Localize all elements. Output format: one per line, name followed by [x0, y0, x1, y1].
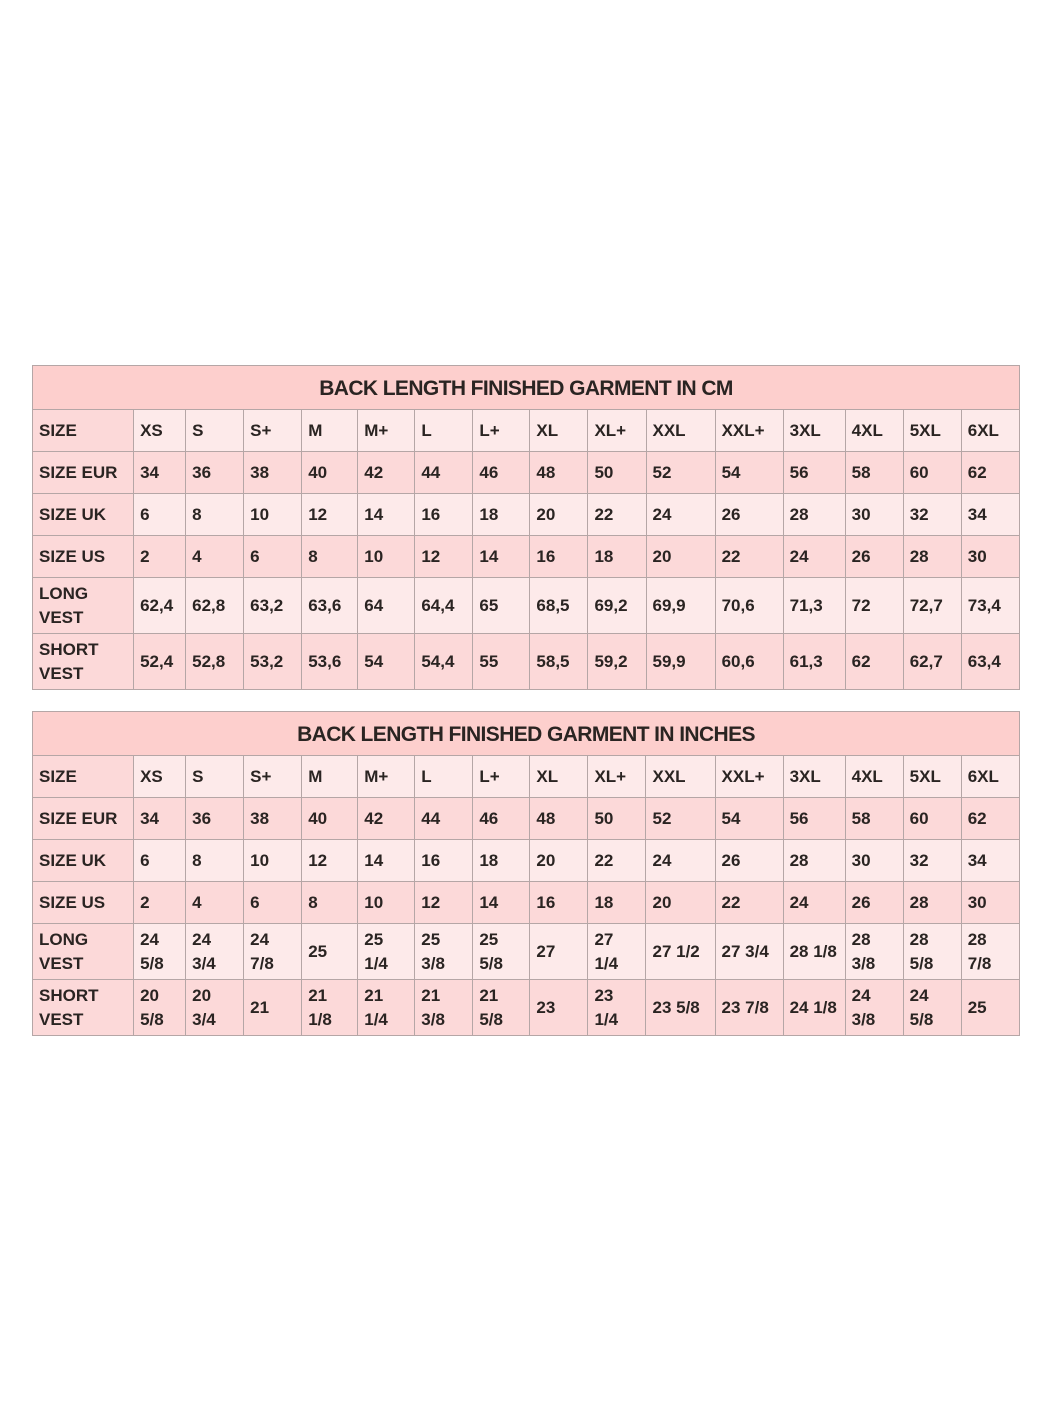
table-cell: 24 3/4	[186, 924, 244, 980]
table-cell: 20	[530, 840, 588, 882]
table-cell: 40	[302, 798, 358, 840]
table-row	[33, 798, 1020, 840]
table-cell: 4XL	[845, 410, 903, 452]
row-label: SIZE UK	[33, 494, 134, 536]
table-cell: 16	[415, 494, 473, 536]
table-cell: 40	[302, 452, 358, 494]
table-cell: 60	[903, 452, 961, 494]
table-cell: 26	[845, 536, 903, 578]
table-cell: 25 5/8	[473, 924, 530, 980]
table-cell: 4	[186, 536, 244, 578]
table-cell: M	[302, 756, 358, 798]
table-cell: M+	[358, 756, 415, 798]
table-cell: 23	[530, 980, 588, 1036]
table-cell: 71,3	[783, 578, 845, 634]
table-cell: 54,4	[415, 634, 473, 690]
table-cell: 44	[415, 798, 473, 840]
table-cell: 63,2	[244, 578, 302, 634]
table-cell: 6XL	[961, 410, 1019, 452]
table-cell: XL	[530, 756, 588, 798]
table-cell: 30	[961, 882, 1019, 924]
row-label: SHORT VEST	[33, 980, 134, 1036]
table-cell: S	[186, 410, 244, 452]
table-cell: 23 7/8	[715, 980, 783, 1036]
table-cell: 69,2	[588, 578, 646, 634]
table-row	[33, 452, 1020, 494]
row-label: SIZE EUR	[33, 798, 134, 840]
table-cell: 53,2	[244, 634, 302, 690]
row-label: SIZE UK	[33, 840, 134, 882]
table-cell: 53,6	[302, 634, 358, 690]
table-cell: 12	[302, 494, 358, 536]
table-row	[33, 980, 1020, 1036]
row-label: SHORT VEST	[33, 634, 134, 690]
table-cell: 6	[134, 840, 186, 882]
row-label: LONG VEST	[33, 924, 134, 980]
table-cell: 62,8	[186, 578, 244, 634]
table-cell: 70,6	[715, 578, 783, 634]
table-cell: 2	[134, 882, 186, 924]
table-cell: 69,9	[646, 578, 715, 634]
table-cell: M+	[358, 410, 415, 452]
table-cell: L+	[473, 756, 530, 798]
table-cell: 26	[845, 882, 903, 924]
table-cell: 46	[473, 452, 530, 494]
table-cell: 62	[845, 634, 903, 690]
table-cell: 2	[134, 536, 186, 578]
table-cell: XS	[134, 410, 186, 452]
table-cell: L+	[473, 410, 530, 452]
size-chart-cm	[32, 365, 1020, 690]
table-cell: 25 3/8	[415, 924, 473, 980]
table-cell: 24	[646, 840, 715, 882]
table-cell: 14	[358, 840, 415, 882]
table-row	[33, 494, 1020, 536]
table-cell: S+	[244, 756, 302, 798]
table-cell: 36	[186, 452, 244, 494]
table-cell: 36	[186, 798, 244, 840]
table-cell: 24 5/8	[903, 980, 961, 1036]
row-label: SIZE	[33, 756, 134, 798]
table-cell: 8	[302, 536, 358, 578]
table-cell: 44	[415, 452, 473, 494]
table-cell: S	[186, 756, 244, 798]
table-cell: 55	[473, 634, 530, 690]
table-row	[33, 634, 1020, 690]
table-cell: 63,4	[961, 634, 1019, 690]
table-title: BACK LENGTH FINISHED GARMENT IN INCHES	[33, 712, 1020, 756]
table-cell: 52,8	[186, 634, 244, 690]
table-cell: 26	[715, 840, 783, 882]
table-cell: 18	[473, 494, 530, 536]
table-cell: 34	[961, 494, 1019, 536]
table-cell: 63,6	[302, 578, 358, 634]
table-cell: 62,7	[903, 634, 961, 690]
table-cell: XXL+	[715, 410, 783, 452]
table-cell: 8	[302, 882, 358, 924]
table-cell: 30	[845, 494, 903, 536]
table-title-row	[33, 712, 1020, 756]
table-cell: 20	[646, 882, 715, 924]
table-cell: 38	[244, 798, 302, 840]
table-cell: 62	[961, 798, 1019, 840]
table-cell: 24	[783, 536, 845, 578]
table-cell: 28 7/8	[961, 924, 1019, 980]
table-cell: 52	[646, 798, 715, 840]
table-cell: 24	[783, 882, 845, 924]
table-cell: 6XL	[961, 756, 1019, 798]
table-cell: 28 5/8	[903, 924, 961, 980]
table-cell: 25	[302, 924, 358, 980]
table-cell: 28 3/8	[845, 924, 903, 980]
table-cell: 10	[244, 494, 302, 536]
table-cell: 22	[588, 494, 646, 536]
table-cell: 20 3/4	[186, 980, 244, 1036]
table-cell: 18	[473, 840, 530, 882]
table-cell: 60	[903, 798, 961, 840]
table-cell: 73,4	[961, 578, 1019, 634]
table-cell: 58,5	[530, 634, 588, 690]
table-cell: 58	[845, 798, 903, 840]
table-cell: 27 1/4	[588, 924, 646, 980]
table-cell: 30	[961, 536, 1019, 578]
table-cell: 28	[903, 536, 961, 578]
table-row	[33, 756, 1020, 798]
table-cell: 21 3/8	[415, 980, 473, 1036]
table-cell: 16	[530, 536, 588, 578]
table-cell: 5XL	[903, 410, 961, 452]
size-chart-cm-body	[33, 366, 1020, 690]
table-cell: 34	[134, 798, 186, 840]
table-cell: 56	[783, 452, 845, 494]
table-row	[33, 882, 1020, 924]
table-cell: 24 7/8	[244, 924, 302, 980]
table-cell: 18	[588, 882, 646, 924]
table-cell: S+	[244, 410, 302, 452]
table-cell: 28	[783, 840, 845, 882]
table-cell: 72	[845, 578, 903, 634]
table-cell: L	[415, 756, 473, 798]
table-cell: 20	[530, 494, 588, 536]
row-label: SIZE EUR	[33, 452, 134, 494]
table-cell: 24	[646, 494, 715, 536]
table-cell: 21 5/8	[473, 980, 530, 1036]
table-cell: 38	[244, 452, 302, 494]
table-cell: 4	[186, 882, 244, 924]
table-cell: 54	[358, 634, 415, 690]
table-cell: L	[415, 410, 473, 452]
table-cell: 34	[961, 840, 1019, 882]
table-cell: XXL	[646, 756, 715, 798]
table-cell: 54	[715, 452, 783, 494]
table-cell: 10	[244, 840, 302, 882]
table-cell: 21 1/4	[358, 980, 415, 1036]
table-cell: 8	[186, 840, 244, 882]
table-cell: 52,4	[134, 634, 186, 690]
table-cell: 32	[903, 840, 961, 882]
table-cell: XL+	[588, 756, 646, 798]
table-cell: 27 1/2	[646, 924, 715, 980]
table-cell: 12	[302, 840, 358, 882]
table-cell: 23 5/8	[646, 980, 715, 1036]
table-cell: 22	[715, 882, 783, 924]
table-cell: 50	[588, 798, 646, 840]
table-cell: 21	[244, 980, 302, 1036]
table-cell: 12	[415, 882, 473, 924]
size-chart-inches-body	[33, 712, 1020, 1036]
table-cell: 5XL	[903, 756, 961, 798]
table-cell: 28 1/8	[783, 924, 845, 980]
table-cell: 21 1/8	[302, 980, 358, 1036]
table-cell: 46	[473, 798, 530, 840]
table-cell: 28	[783, 494, 845, 536]
table-cell: 64,4	[415, 578, 473, 634]
table-row	[33, 840, 1020, 882]
table-cell: 16	[530, 882, 588, 924]
table-cell: 14	[473, 882, 530, 924]
table-cell: 59,9	[646, 634, 715, 690]
row-label: LONG VEST	[33, 578, 134, 634]
table-cell: 24 1/8	[783, 980, 845, 1036]
table-cell: 58	[845, 452, 903, 494]
table-cell: 25	[961, 980, 1019, 1036]
table-cell: 59,2	[588, 634, 646, 690]
table-cell: 42	[358, 452, 415, 494]
table-cell: 34	[134, 452, 186, 494]
row-label: SIZE US	[33, 536, 134, 578]
table-row	[33, 578, 1020, 634]
table-cell: 20 5/8	[134, 980, 186, 1036]
table-cell: 27	[530, 924, 588, 980]
table-cell: 3XL	[783, 410, 845, 452]
table-cell: XXL	[646, 410, 715, 452]
table-cell: 61,3	[783, 634, 845, 690]
table-cell: 20	[646, 536, 715, 578]
table-cell: 22	[715, 536, 783, 578]
table-cell: 26	[715, 494, 783, 536]
table-cell: 10	[358, 882, 415, 924]
table-cell: 30	[845, 840, 903, 882]
table-cell: 48	[530, 798, 588, 840]
table-cell: XXL+	[715, 756, 783, 798]
table-cell: 28	[903, 882, 961, 924]
table-title: BACK LENGTH FINISHED GARMENT IN CM	[33, 366, 1020, 410]
table-cell: 32	[903, 494, 961, 536]
table-cell: 52	[646, 452, 715, 494]
table-cell: 56	[783, 798, 845, 840]
table-row	[33, 410, 1020, 452]
table-cell: 8	[186, 494, 244, 536]
table-cell: 68,5	[530, 578, 588, 634]
table-cell: 24 5/8	[134, 924, 186, 980]
table-cell: 42	[358, 798, 415, 840]
table-cell: 50	[588, 452, 646, 494]
table-cell: 62	[961, 452, 1019, 494]
size-chart-inches	[32, 711, 1020, 1036]
table-cell: 24 3/8	[845, 980, 903, 1036]
row-label: SIZE US	[33, 882, 134, 924]
table-cell: 62,4	[134, 578, 186, 634]
table-cell: 6	[244, 536, 302, 578]
table-cell: 54	[715, 798, 783, 840]
table-cell: 72,7	[903, 578, 961, 634]
table-cell: 64	[358, 578, 415, 634]
table-cell: XL+	[588, 410, 646, 452]
table-cell: 4XL	[845, 756, 903, 798]
table-cell: 27 3/4	[715, 924, 783, 980]
table-cell: 6	[134, 494, 186, 536]
table-cell: 6	[244, 882, 302, 924]
table-title-row	[33, 366, 1020, 410]
table-cell: 23 1/4	[588, 980, 646, 1036]
table-cell: 14	[473, 536, 530, 578]
table-cell: 60,6	[715, 634, 783, 690]
table-cell: 18	[588, 536, 646, 578]
table-cell: 3XL	[783, 756, 845, 798]
table-cell: 25 1/4	[358, 924, 415, 980]
row-label: SIZE	[33, 410, 134, 452]
table-row	[33, 536, 1020, 578]
table-cell: M	[302, 410, 358, 452]
table-cell: 22	[588, 840, 646, 882]
table-row	[33, 924, 1020, 980]
table-cell: 16	[415, 840, 473, 882]
table-cell: 14	[358, 494, 415, 536]
table-cell: XS	[134, 756, 186, 798]
table-cell: 12	[415, 536, 473, 578]
table-cell: XL	[530, 410, 588, 452]
table-cell: 48	[530, 452, 588, 494]
table-cell: 65	[473, 578, 530, 634]
table-cell: 10	[358, 536, 415, 578]
